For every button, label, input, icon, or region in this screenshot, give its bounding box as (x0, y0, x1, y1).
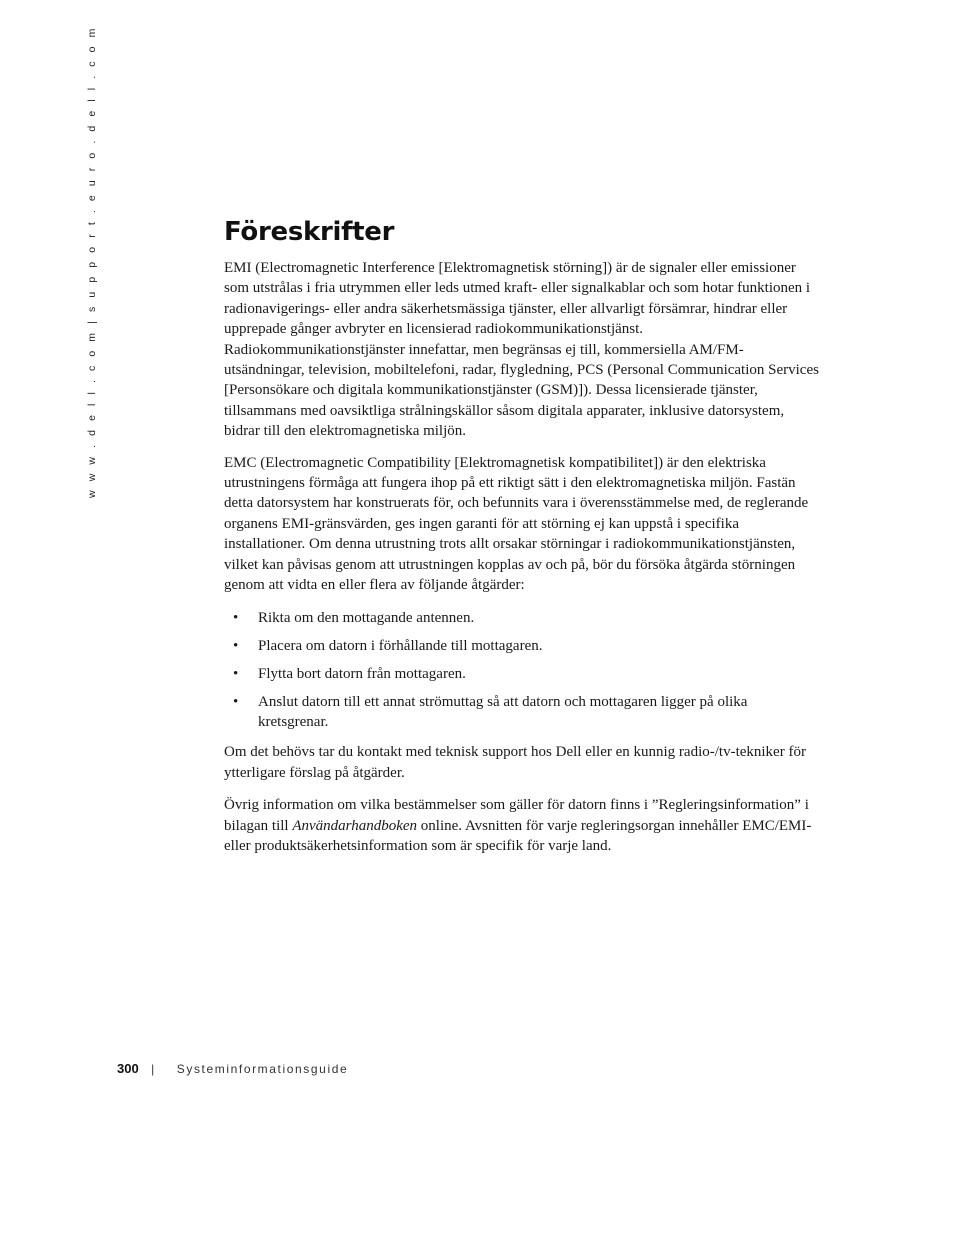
guide-title: Systeminformationsguide (176, 1062, 349, 1076)
main-content (224, 214, 820, 868)
bullet-icon: • (233, 693, 239, 710)
list-item (224, 608, 768, 628)
page-number: 300 (117, 1061, 139, 1076)
manual-title: Användarhandboken (292, 817, 418, 834)
footer-separator: | (151, 1062, 155, 1076)
list-item-text: Rikta om den mottagande antennen. (258, 609, 475, 626)
bullet-icon: • (233, 637, 239, 654)
bullet-icon: • (233, 609, 239, 626)
other-info-paragraph (224, 795, 820, 856)
emi-paragraph: EMI (Electromagnetic Interference [Elektromagnetisk störning]) är de signaler eller emissioner som utstrålas i fria utrymmen eller leds utmed kraft- eller signalkablar och som hotar funktionen i radionavigerings- eller andra säkerhetsmässiga tjänster, eller allvarligt försämrar, hindrar eller upprepade gånger avbryter en licensierad radiokommunikationstjänst. Radiokommunikationstjänster innefattar, men begränsas ej till, kommersiella AM/FM-utsändningar, television, mobiltelefoni, radar, flygledning, PCS (Personal Communication Services [Personsökare och digitala kommunikationstjänster (GSM)]). Dessa licensierade tjänster, tillsammans med oavsiktliga strålningskällor såsom digitala apparater, inklusive datorsystem, bidrar till den elektromagnetiska miljön. (224, 260, 819, 440)
other-info-text-1: Övrig information om vilka bestämmelser som gäller för datorn finns i ”Regleringsinformation” i bilagan till (224, 797, 809, 834)
list-item (224, 692, 768, 733)
list-item (224, 636, 768, 656)
other-info-text-2: online. Avsnitten för varje regleringsorgan innehåller EMC/EMI- eller produktsäkerhetsinformation som är specifik för varje land. (224, 817, 812, 854)
emc-paragraph: EMC (Electromagnetic Compatibility [Elektromagnetisk kompatibilitet]) är den elektriska utrustningens förmåga att fungera ihop på ett riktigt sätt i den elektromagnetiska miljön. Fastän detta datorsystem har konstruerats för, och befunnits vara i överensstämmelse med, de reglerande organens EMI-gränsvärden, ges ingen garanti för att störning ej kan uppstå i specifika installationer. Om denna utrustning trots allt orsakar störningar i radiokommunikationstjänsten, vilket kan påvisas genom att utrustningen kopplas av och på, bör du försöka åtgärda störningen genom att vidta en eller flera av följande åtgärder: (224, 454, 809, 594)
list-item-text: Anslut datorn till ett annat strömuttag så att datorn och mottagaren ligger på olika kretsgrenar. (258, 693, 748, 730)
support-paragraph: Om det behövs tar du kontakt med teknisk support hos Dell eller en kunnig radio-/tv-tekniker för ytterligare förslag på åtgärder. (224, 744, 806, 781)
list-item-text: Flytta bort datorn från mottagaren. (258, 665, 466, 682)
remedy-list (224, 608, 820, 733)
page-title: Föreskrifter (224, 217, 395, 247)
bullet-icon: • (233, 665, 239, 682)
page-footer (117, 1060, 348, 1078)
sidebar-url: w w w . d e l l . c o m | s u p p o r t . e u r o . d e l l . c o m (86, 25, 98, 498)
list-item (224, 664, 768, 684)
list-item-text: Placera om datorn i förhållande till mottagaren. (258, 637, 543, 654)
